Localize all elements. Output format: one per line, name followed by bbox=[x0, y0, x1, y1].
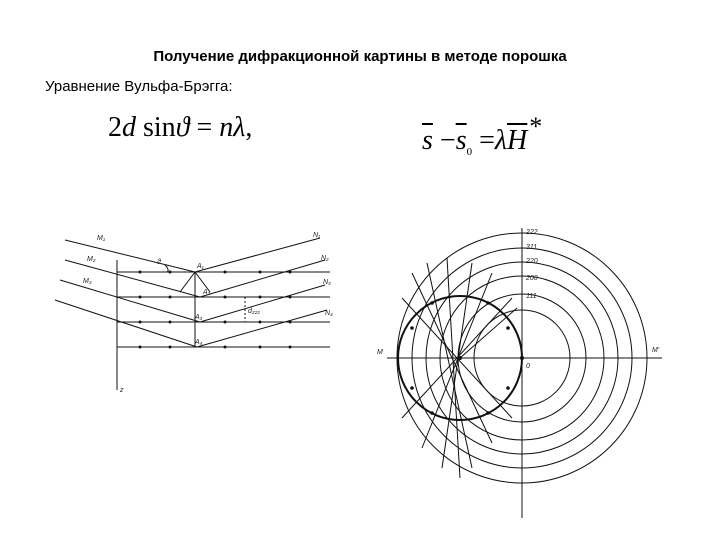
eq-equals-2: = bbox=[479, 125, 495, 156]
eq-minus: − bbox=[439, 125, 456, 156]
eq-lambda: λ bbox=[233, 112, 246, 143]
label-d222: d₂₂₂ bbox=[248, 308, 260, 315]
label-n2: N₂ bbox=[321, 255, 329, 262]
label-n4: N₄ bbox=[325, 310, 333, 317]
label-m: M bbox=[377, 349, 383, 356]
ring-label-200: 200 bbox=[526, 275, 538, 282]
slide-title: Получение дифракционной картины в методе порошка bbox=[153, 48, 567, 65]
label-theta: ϑ bbox=[157, 259, 161, 266]
eq-n: n bbox=[219, 112, 234, 143]
label-m3: M₃ bbox=[83, 278, 92, 285]
incident-ray bbox=[65, 240, 195, 272]
eq-H: $\overline{H}$ bbox=[507, 125, 528, 156]
label-m2: M₂ bbox=[87, 256, 96, 263]
bragg-equation-heading: Уравнение Вульфа-Брэгга: bbox=[45, 78, 233, 95]
eq-comma: , bbox=[245, 112, 253, 143]
label-n1: N₁ bbox=[313, 232, 321, 239]
ring-label-222: 222 bbox=[526, 229, 538, 236]
eq-s: $\overline{s}$ bbox=[422, 125, 433, 156]
bragg-equation bbox=[108, 112, 252, 144]
ring-label-311: 311 bbox=[526, 244, 538, 251]
ray-line bbox=[460, 308, 517, 358]
label-m-prime: M' bbox=[652, 347, 660, 354]
ewald-equation bbox=[422, 112, 542, 158]
bragg-reflection-diagram bbox=[45, 220, 345, 420]
label-a1: A₁ bbox=[197, 263, 204, 270]
incident-ray bbox=[55, 300, 197, 347]
ewald-sphere-diagram bbox=[372, 218, 672, 538]
eq-lambda-2: λ bbox=[494, 125, 508, 156]
eq-s0-sub: 0 bbox=[466, 146, 473, 158]
eq-theta: ϑ bbox=[175, 112, 190, 143]
label-n3: N₃ bbox=[323, 279, 331, 286]
eq-star: * bbox=[529, 112, 543, 141]
reflected-ray bbox=[197, 310, 327, 347]
incident-ray bbox=[60, 280, 200, 322]
construction-line bbox=[180, 272, 195, 292]
label-a4: A₄ bbox=[195, 339, 203, 346]
eq-d: d bbox=[122, 112, 136, 143]
label-origin: 0 bbox=[526, 363, 530, 370]
eq-coefficient: 2 bbox=[108, 112, 122, 143]
ring-label-111: 111 bbox=[526, 293, 537, 300]
eq-equals: = bbox=[196, 112, 213, 143]
theta-arc bbox=[165, 265, 168, 272]
label-a3: A₃ bbox=[195, 314, 203, 321]
label-a2: A₂ bbox=[203, 289, 211, 296]
eq-s0: $\overline{s}$ bbox=[455, 125, 467, 156]
reflected-ray bbox=[200, 285, 325, 322]
label-z: z bbox=[120, 387, 124, 394]
eq-sin: sin bbox=[143, 112, 176, 143]
ring-label-220: 220 bbox=[526, 258, 538, 265]
label-m1: M₁ bbox=[97, 235, 106, 242]
